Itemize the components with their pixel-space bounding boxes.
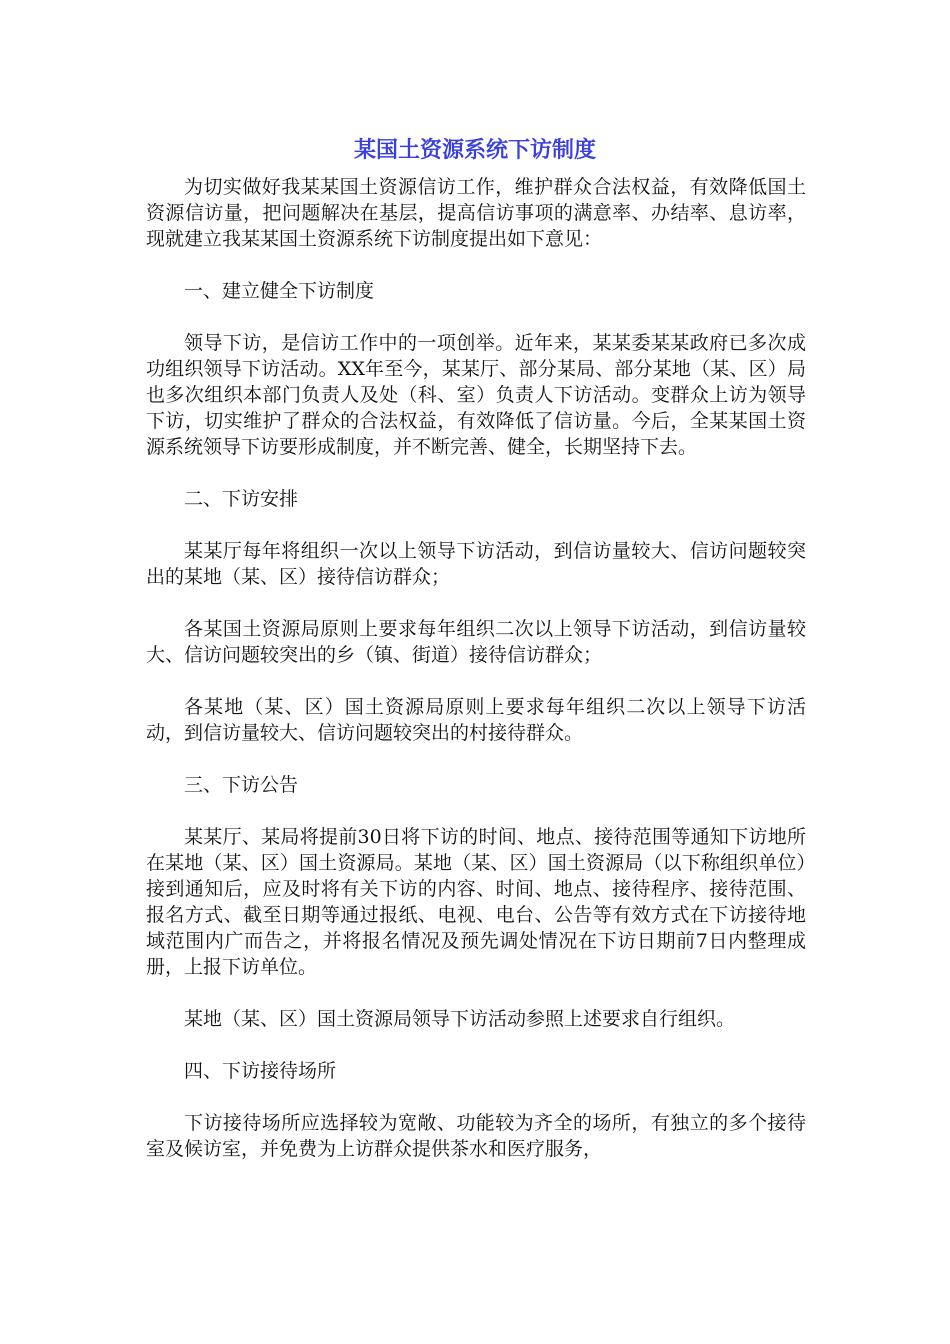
section-4-paragraph-1: 下访接待场所应选择较为宽敞、功能较为齐全的场所，有独立的多个接待室及候访室，并免费为上访群众提供茶水和医疗服务，: [146, 1112, 806, 1160]
section-heading-4: 四、下访接待场所: [184, 1060, 337, 1082]
document-body: [146, 174, 806, 1188]
section-2-paragraph-2: 各某国土资源局原则上要求每年组织二次以上领导下访活动，到信访量较大、信访问题较突出的乡（镇、街道）接待信访群众；: [146, 618, 806, 666]
section-heading-1: 一、建立健全下访制度: [184, 280, 375, 302]
section-heading-2: 二、下访安排: [184, 488, 299, 510]
document-title: 某国土资源系统下访制度: [353, 138, 596, 163]
section-heading-3: 三、下访公告: [184, 774, 299, 796]
section-1-paragraph-1: 领导下访，是信访工作中的一项创举。近年来，某某委某某政府已多次成功组织领导下访活动。XX年至今，某某厅、部分某局、部分某地（某、区）局也多次组织本部门负责人及处（科、室）负责人下访活动。变群众上访为领导下访，切实维护了群众的合法权益，有效降低了信访量。今后，全某某国土资源系统领导下访要形成制度，并不断完善、健全，长期坚持下去。: [146, 332, 806, 458]
section-3-paragraph-1: 某某厅、某局将提前30日将下访的时间、地点、接待范围等通知下访地所在某地（某、区）国土资源局。某地（某、区）国土资源局（以下称组织单位）接到通知后，应及时将有关下访的内容、时间、地点、接待程序、接待范围、报名方式、截至日期等通过报纸、电视、电台、公告等有效方式在下访接待地域范围内广而告之，并将报名情况及预先调处情况在下访日期前7日内整理成册，上报下访单位。: [146, 826, 806, 978]
intro-paragraph: 为切实做好我某某国土资源信访工作，维护群众合法权益，有效降低国土资源信访量，把问题解决在基层，提高信访事项的满意率、办结率、息访率，现就建立我某某国土资源系统下访制度提出如下意见：: [146, 176, 806, 250]
section-3-paragraph-2: 某地（某、区）国土资源局领导下访活动参照上述要求自行组织。: [184, 1008, 736, 1030]
section-2-paragraph-1: 某某厅每年将组织一次以上领导下访活动，到信访量较大、信访问题较突出的某地（某、区）接待信访群众；: [146, 540, 806, 588]
section-2-paragraph-3: 各某地（某、区）国土资源局原则上要求每年组织二次以上领导下访活动，到信访量较大、信访问题较突出的村接待群众。: [146, 696, 806, 744]
